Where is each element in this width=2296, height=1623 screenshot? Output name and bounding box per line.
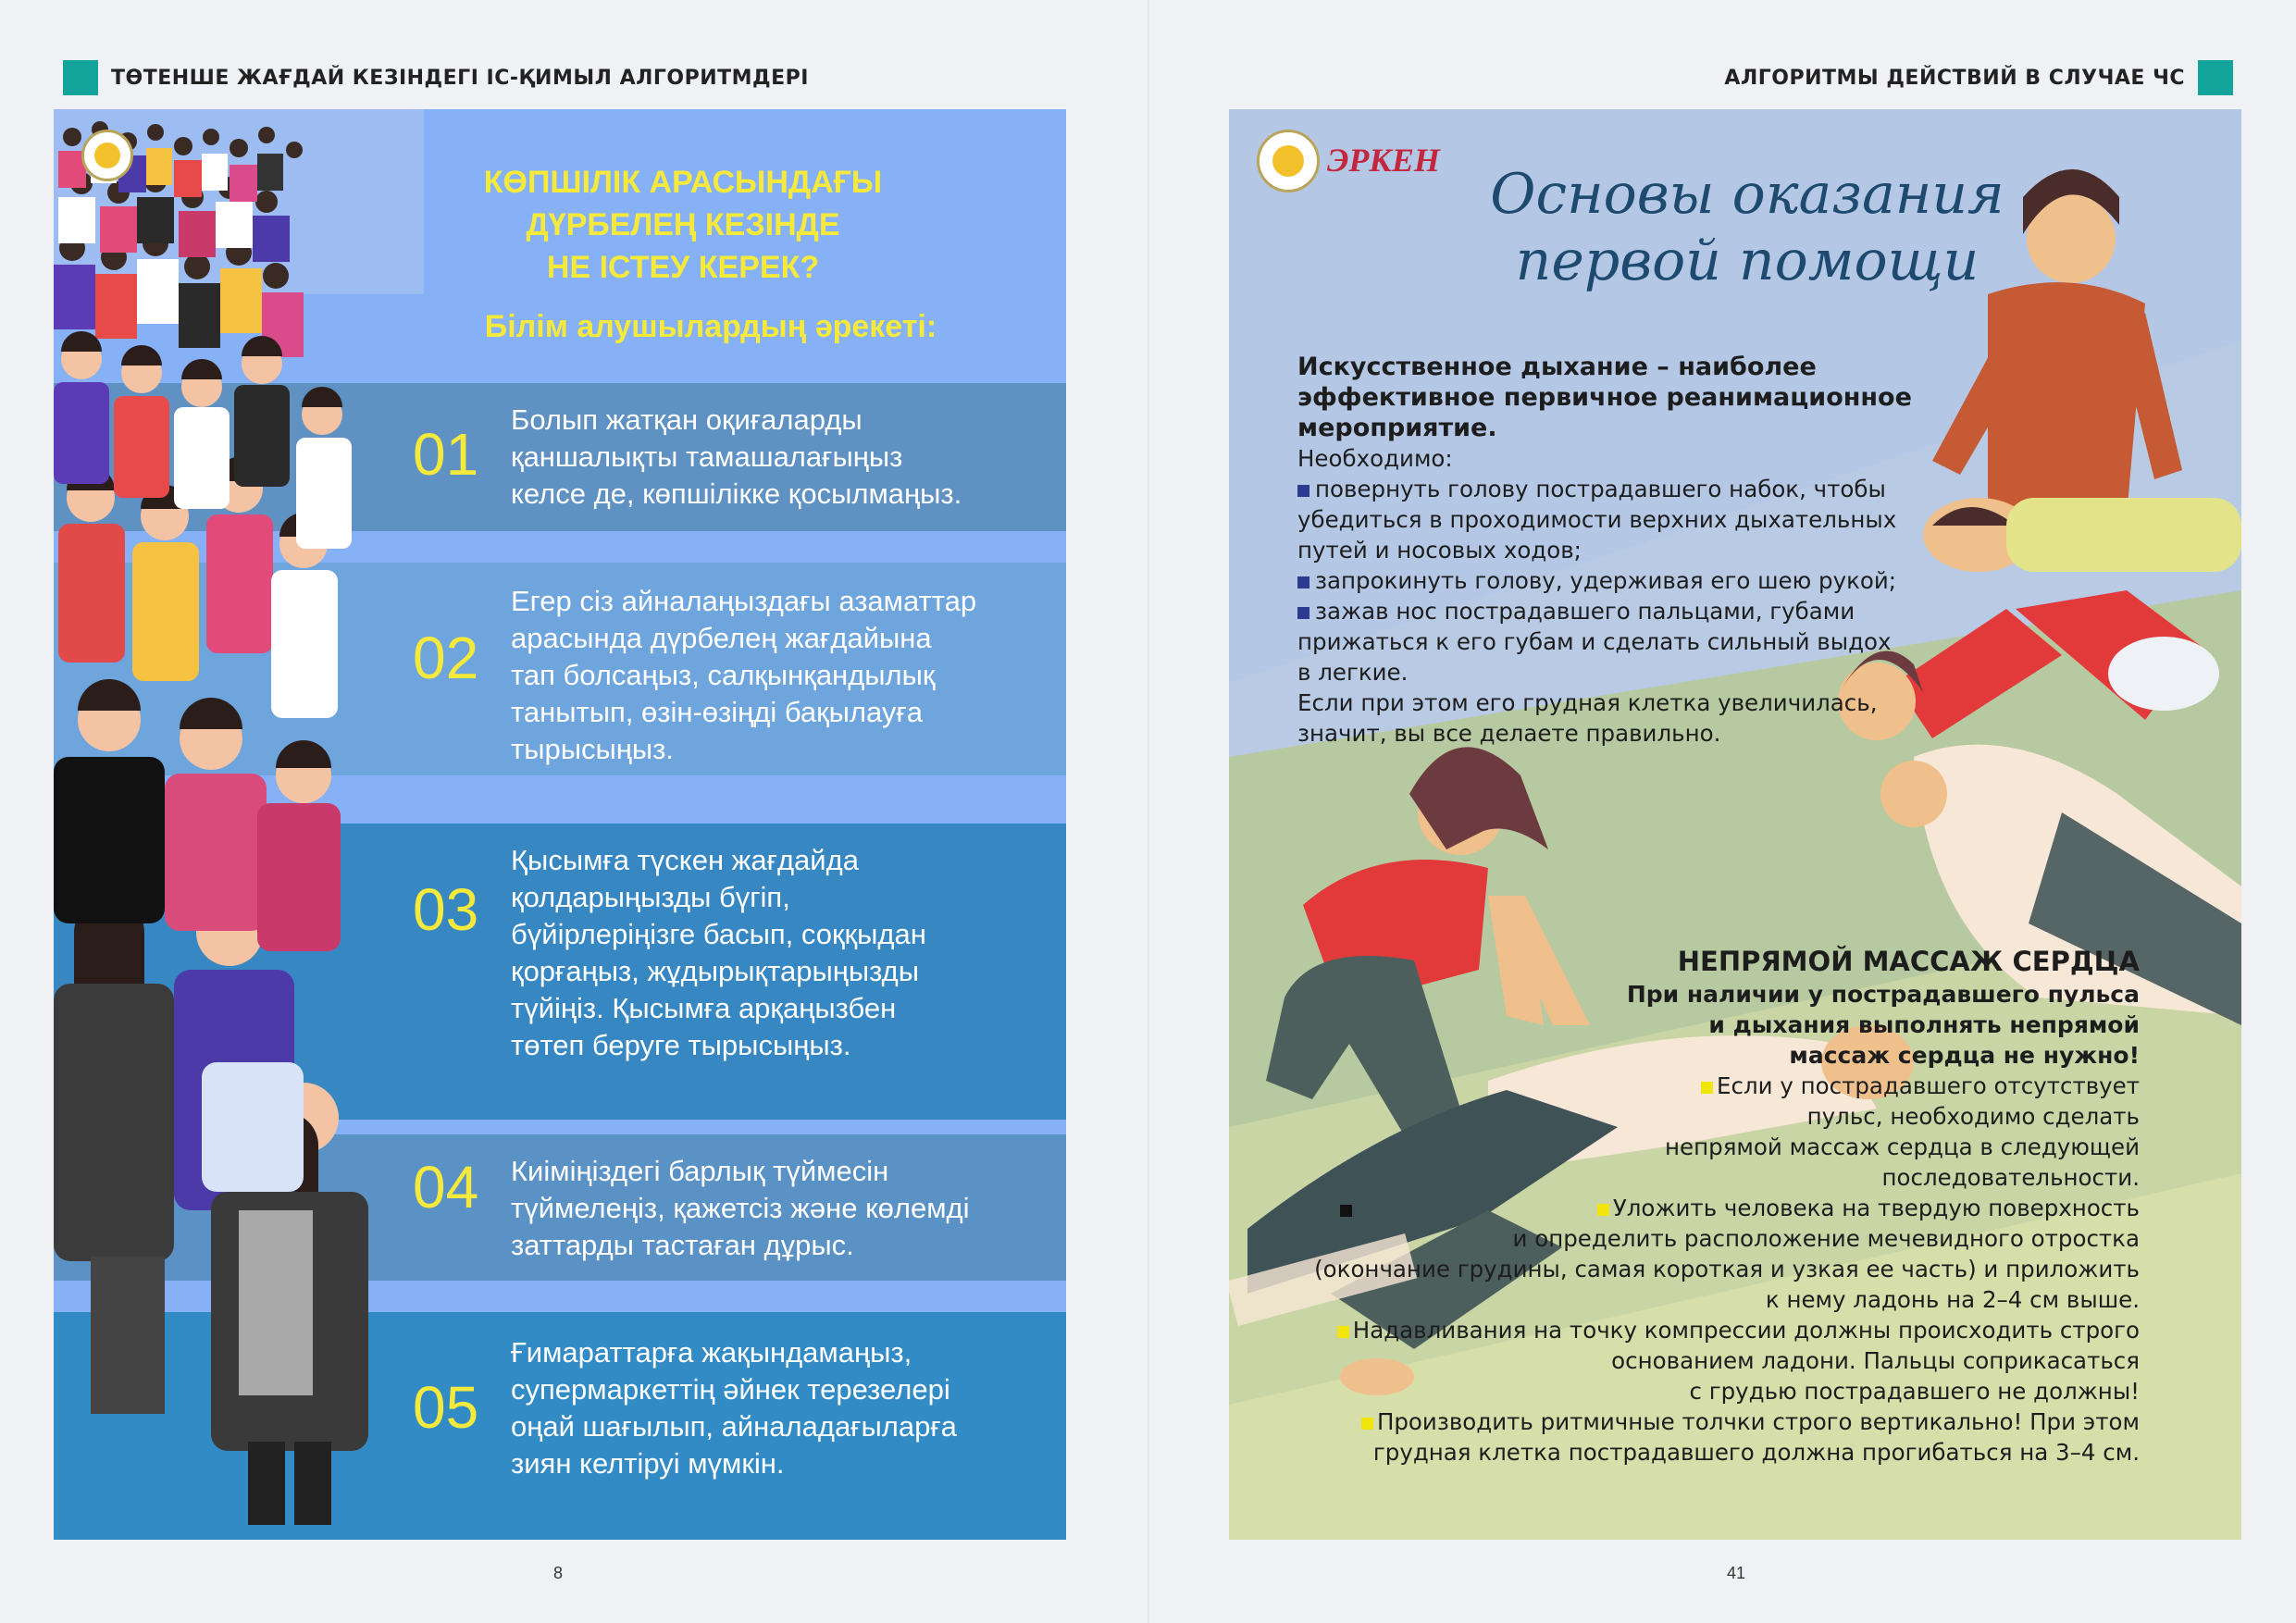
title-line: КӨПШІЛІК АРАСЫНДАҒЫ — [483, 165, 883, 200]
item-number: 02 — [413, 625, 479, 691]
title-line: НЕ ІСТЕУ КЕРЕК? — [546, 250, 820, 285]
left-poster — [54, 109, 1066, 1540]
bullet-line: убедиться в проходимости верхних дыхательных — [1297, 506, 1897, 533]
item-line: супермаркеттің әйнек терезелері — [511, 1373, 950, 1406]
erken-logo: ЭРКЕН — [1327, 142, 1440, 179]
item-line: арасында дүрбелең жағдайына — [511, 622, 932, 654]
bullet-square-icon — [1361, 1418, 1373, 1430]
bullet-line: запрокинуть голову, удерживая его шею рукой; — [1315, 567, 1897, 594]
item-line: оңай шағылып, айналадағыларға — [511, 1410, 957, 1443]
item-line: зиян келтіруі мүмкін. — [511, 1447, 785, 1480]
bullet-item — [1297, 596, 1927, 626]
section-heading-line: мероприятие. — [1297, 414, 1497, 442]
right-poster-title — [1479, 161, 2016, 294]
section-heading-line: Искусственное дыхание – наиболее — [1297, 353, 1817, 381]
title-line: Основы оказания — [1490, 162, 2004, 227]
paragraph-text: Уложить человека на твердую поверхность — [1612, 1195, 2140, 1221]
page-number-left: 8 — [553, 1564, 564, 1582]
paragraph-line: грудная клетка пострадавшего должна прогибаться на 3–4 см. — [1372, 1439, 2140, 1466]
item-text — [511, 1153, 1048, 1264]
item-line: Киіміңіздегі барлық түймесін — [511, 1155, 889, 1187]
item-number: 05 — [413, 1374, 479, 1441]
bullet-square-icon — [1337, 1326, 1349, 1338]
sun-emblem-icon — [1272, 145, 1304, 177]
paragraph-line — [1307, 1071, 2140, 1101]
item-text — [511, 1334, 1048, 1482]
artificial-respiration-section — [1297, 352, 1927, 749]
bullet-line: путей и носовых ходов; — [1297, 537, 1582, 564]
paragraph-line — [1307, 1315, 2140, 1345]
item-number: 04 — [413, 1154, 479, 1220]
bullet-square-icon — [1340, 1205, 1352, 1217]
bullet-square-icon — [1297, 485, 1309, 497]
title-line: первой помощи — [1515, 229, 1980, 293]
warning-line: и дыхания выполнять непрямой — [1708, 1011, 2140, 1038]
item-line: түйіңіз. Қысымға арқаңызбен — [511, 992, 897, 1024]
paragraph-line — [1307, 1406, 2140, 1437]
bullet-item — [1297, 474, 1927, 504]
bullet-line: зажав нос пострадавшего пальцами, губами — [1315, 598, 1855, 625]
bullet-line: повернуть голову пострадавшего набок, чтобы — [1315, 476, 1886, 502]
item-text — [511, 583, 1048, 768]
bullet-square-icon — [1297, 576, 1309, 588]
warning-line: массаж сердца не нужно! — [1789, 1042, 2140, 1069]
paragraph-text: Надавливания на точку компрессии должны происходить строго — [1352, 1317, 2140, 1344]
paragraph-line: пульс, необходимо сделать — [1806, 1103, 2140, 1130]
item-line: Қысымға түскен жағдайда — [511, 844, 859, 876]
outro-line: значит, вы все делаете правильно. — [1297, 720, 1721, 747]
organization-logo — [1257, 130, 1320, 192]
sun-emblem-icon — [94, 142, 120, 168]
left-header-text: ТӨТЕНШЕ ЖАҒДАЙ КЕЗІНДЕГІ ІС-ҚИМЫЛ АЛГОРИТМДЕРІ — [111, 66, 809, 90]
right-poster — [1229, 109, 2241, 1540]
header-marker — [2198, 60, 2233, 95]
intro-text: Необходимо: — [1297, 445, 1453, 472]
left-poster-title — [452, 161, 914, 289]
item-line: келсе де, көпшілікке қосылмаңыз. — [511, 477, 962, 510]
paragraph-line: последовательности. — [1881, 1164, 2140, 1191]
item-number: 03 — [413, 876, 479, 943]
item-line: қолдарыңызды бүгіп, — [511, 881, 790, 913]
section-heading-line: эффективное первичное реанимационное — [1297, 383, 1912, 412]
paragraph-line: к нему ладонь на 2–4 см выше. — [1765, 1286, 2140, 1313]
right-header-text: АЛГОРИТМЫ ДЕЙСТВИЙ В СЛУЧАЕ ЧС — [1724, 66, 2185, 90]
right-header — [1724, 59, 2233, 96]
paragraph-line: (окончание грудины, самая короткая и узкая ее часть) и приложить — [1314, 1256, 2140, 1282]
item-line: Болып жатқан оқиғаларды — [511, 403, 863, 436]
warning-line: При наличии у пострадавшего пульса — [1626, 981, 2140, 1008]
item-line: түймелеңіз, қажетсіз және көлемді — [511, 1192, 970, 1224]
outro-line: Если при этом его грудная клетка увеличилась, — [1297, 689, 1878, 716]
item-line: танытып, өзін-өзіңді бақылауға — [511, 696, 923, 728]
heart-massage-section — [1307, 944, 2140, 1468]
crowd-illustration — [54, 109, 516, 1540]
bullet-square-icon — [1597, 1204, 1609, 1216]
item-text — [511, 842, 1048, 1064]
spread-gutter — [1148, 0, 1149, 1623]
item-line: төтеп беруге тырысыңыз. — [511, 1029, 851, 1061]
left-poster-subtitle: Білім алушылардың әрекеті: — [484, 309, 937, 344]
item-number: 01 — [413, 421, 479, 488]
bullet-square-icon — [1297, 607, 1309, 619]
item-line: заттарды тастаған дұрыс. — [511, 1229, 854, 1261]
paragraph-text: Если у пострадавшего отсутствует — [1717, 1072, 2140, 1099]
item-text — [511, 402, 1048, 513]
paragraph-line: и определить расположение мечевидного отростка — [1512, 1225, 2140, 1252]
page-number-right: 41 — [1727, 1564, 1746, 1582]
paragraph-text: Производить ритмичные толчки строго вертикально! При этом — [1376, 1408, 2140, 1435]
bullet-line: прижаться к его губам и сделать сильный выдох — [1297, 628, 1892, 655]
header-marker — [63, 60, 98, 95]
item-line: қаншалықты тамашалағыңыз — [511, 440, 903, 473]
bullet-line: в легкие. — [1297, 659, 1409, 686]
item-line: бүйірлеріңізге басып, соққыдан — [511, 918, 926, 950]
left-header — [63, 59, 809, 96]
paragraph-line — [1307, 1193, 2140, 1223]
section-heading: НЕПРЯМОЙ МАССАЖ СЕРДЦА — [1677, 946, 2140, 977]
paragraph-line: непрямой массаж сердца в следующей — [1665, 1134, 2140, 1160]
item-line: қорғаңыз, жұдырықтарыңызды — [511, 955, 920, 987]
paragraph-line: основанием ладони. Пальцы соприкасаться — [1611, 1347, 2140, 1374]
bullet-item — [1297, 565, 1927, 596]
item-line: тап болсаңыз, салқынқандылық — [511, 659, 936, 691]
title-line: ДҮРБЕЛЕҢ КЕЗІНДЕ — [526, 207, 840, 242]
organization-logo — [81, 130, 133, 181]
bullet-square-icon — [1701, 1082, 1713, 1094]
paragraph-line: с грудью пострадавшего не должны! — [1689, 1378, 2140, 1405]
item-line: Ғимараттарға жақындамаңыз, — [511, 1336, 912, 1369]
item-line: тырысыңыз. — [511, 733, 675, 765]
item-line: Егер сіз айналаңыздағы азаматтар — [511, 585, 977, 617]
